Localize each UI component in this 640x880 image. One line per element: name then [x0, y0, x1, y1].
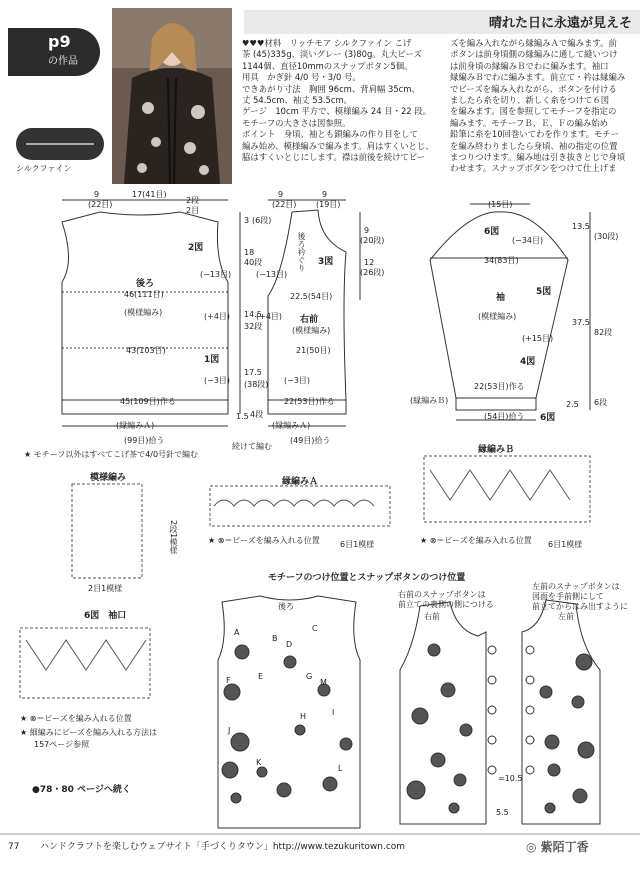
motif-letter-m: M — [320, 678, 327, 687]
text-line: 脇はすくいとじにします。襟は前後を続けてビー — [242, 152, 426, 163]
front-d-12-sub: (26段) — [360, 268, 385, 277]
motif-letter-b: B — [272, 634, 278, 643]
edge-b-foot: 6目1模様 — [548, 540, 583, 549]
back-d-14-5-sub: 32段 — [244, 322, 263, 331]
left-front-note-3: 前立てからはみ出すように — [532, 602, 628, 611]
pattern-number-sub: の作品 — [48, 56, 78, 67]
motif-letter-g: G — [306, 672, 313, 681]
article-heading: 晴れた日に永遠が見えそ — [488, 16, 632, 31]
back-d-17-5: 17.5 — [244, 368, 262, 377]
page-number: 77 — [8, 842, 20, 852]
sleeve-border-label: (縁編みＢ) — [410, 396, 449, 405]
motif-right-front-label: 右前 — [424, 612, 440, 621]
motif-left-front-label: 左前 — [558, 612, 574, 621]
sleeve-d-13-5: 13.5 — [572, 222, 590, 231]
text-line: まつりつけます。編み地は引き抜きとじで身頃 — [450, 152, 626, 163]
back-inc: (+4目) — [204, 312, 231, 321]
edge-a-title: 縁編みＡ — [282, 477, 319, 487]
fig6-note1: ★ ⊗＝ビーズを編み入れる位置 — [20, 714, 132, 723]
back-d-17-5-sub: (38段) — [244, 380, 269, 389]
front-pattern: (模様編み) — [292, 326, 331, 335]
back-neck-stitches: 2目 — [186, 206, 200, 215]
back-border-label: (縁編みＡ) — [116, 421, 155, 430]
text-line: でビーズを編み入れながら、ボタンを付ける — [450, 83, 617, 94]
text-line: 鉛筆に糸を10回巻いてわを作ります。モチー — [450, 129, 620, 140]
front-dec-13: (−13目) — [256, 270, 288, 279]
front-d-9-sub: (20段) — [360, 236, 385, 245]
left-front-note-2: 図面を手前側にして — [532, 592, 604, 601]
edge-b-note: ★ ⊗＝ビーズを編み入れる位置 — [420, 536, 532, 545]
back-top-shoulder: 9 — [94, 190, 100, 199]
left-front-note-1: 左前のスナップボタンは — [532, 582, 620, 591]
back-d-top-sub: (6段) — [252, 216, 272, 225]
back-label: 後ろ — [136, 279, 155, 289]
sleeve-inc: (+15目) — [522, 334, 554, 343]
text-line: モチーフの大きさは図参照。 — [242, 117, 351, 128]
back-top-shoulder-sub: (22目) — [88, 200, 113, 209]
sleeve-top: (15目) — [488, 200, 513, 209]
front-border-label: (縁編みＡ) — [272, 421, 311, 430]
back-pattern: (模様編み) — [124, 308, 163, 317]
edge-a-foot: 6目1模様 — [340, 540, 375, 549]
text-line: できあがり寸法 胸囲 96cm、背肩幅 35cm、 — [242, 83, 420, 94]
sleeve-pickup: (54目)拾う — [484, 412, 525, 421]
right-front-note-1: 右前のスナップボタンは — [398, 590, 486, 599]
text-line: 編みます。モチーフＢ、Ｅ、Ｆの編み始め — [450, 117, 609, 128]
yarn-caption: シルクファイン — [16, 164, 72, 173]
text-line: ズを編み入れながら縁編みＡで編みます。前 — [450, 38, 617, 48]
front-width-22-5: 22.5(54目) — [290, 292, 333, 301]
text-line: 縁編みＢでわに編みます。前立て・衿は縁編み — [450, 72, 626, 83]
fig6-note3: 157ページ参照 — [34, 740, 90, 749]
motif-letter-j: J — [228, 726, 231, 735]
front-width-21: 21(50目) — [296, 346, 331, 355]
motif-letter-c: C — [312, 624, 318, 633]
back-d-top: 3 — [244, 216, 250, 225]
sleeve-fig5: 5図 — [536, 287, 552, 297]
motif-letter-e: E — [258, 672, 264, 681]
text-line: を編み終わりましたら身頃、袖の指定の位置 — [450, 140, 618, 151]
motif-letter-a: A — [234, 628, 240, 637]
pattern-number: p9 — [48, 32, 71, 51]
sleeve-width-34: 34(83目) — [484, 256, 519, 265]
front-pickup: (49目)拾う — [290, 436, 331, 445]
text-line: ゲージ 10cm 平方で、模様編み 24 目・22 段。 — [242, 106, 432, 117]
front-d-12: 12 — [364, 258, 375, 267]
motif-section-title: モチーフのつけ位置とスナップボタンのつけ位置 — [268, 573, 466, 583]
back-neck-width: 17(41目) — [132, 190, 167, 199]
front-label: 右前 — [300, 315, 319, 325]
back-d-bottom-sub: 4段 — [250, 410, 264, 419]
back-d-14-5: 14.5 — [244, 310, 262, 319]
fig6-title: 6図 袖口 — [84, 611, 127, 621]
front-top: 9 — [278, 190, 284, 199]
continue-note: ●78・80 ページへ続く — [32, 785, 131, 795]
motif-back-label: 後ろ — [278, 602, 294, 611]
back-width-46: 46(111目) — [124, 290, 164, 299]
text-line: 丈 54.5cm、袖丈 53.5cm。 — [242, 95, 353, 106]
snap-spacing: =10.5 — [498, 774, 523, 783]
back-neck-rows: 2段 — [186, 196, 200, 205]
footer-text: ハンドクラフトを楽しむウェブサイト「手づくりタウン」http://www.tezukuritown.com — [40, 842, 406, 852]
right-front-note-2: 前立ての裏側の側につける — [398, 600, 494, 609]
sleeve-label: 袖 — [496, 293, 506, 303]
motif-letter-i: I — [332, 708, 335, 717]
sleeve-border — [456, 398, 536, 410]
front-fig3: 3図 — [318, 257, 334, 267]
pattern-stitch-title: 模様編み — [90, 473, 127, 483]
motif-letter-d: D — [286, 640, 293, 649]
edge-a-note: ★ ⊗＝ビーズを編み入れる位置 — [208, 536, 320, 545]
text-line: わせます。スナップボタンをつけて仕上げま — [450, 163, 617, 174]
sleeve-d-13-5-sub: (30段) — [594, 232, 619, 241]
watermark-text: 紫陌丁香 — [540, 840, 589, 854]
front-top2: 9 — [322, 190, 328, 199]
sleeve-d-37-5-sub: 82段 — [594, 328, 613, 337]
pattern-stitch-foot: 2目1模様 — [88, 584, 123, 593]
sleeve-outline — [430, 212, 568, 398]
sleeve-fig4: 4図 — [520, 357, 536, 367]
front-top2-sub: (19目) — [316, 200, 341, 209]
chat-icon: ◎ — [526, 840, 541, 854]
front-cast-on: 22(53目)作る — [284, 397, 335, 406]
front-d-9: 9 — [364, 226, 370, 235]
sleeve-cast-on: 22(53目)作る — [474, 382, 525, 391]
sleeve-d-2-5: 2.5 — [566, 400, 579, 409]
text-line: ♥♥♥材料 リッチモア シルクファイン こげ — [242, 38, 412, 48]
sleeve-top-dec: (−34目) — [512, 236, 544, 245]
text-line: ましたら糸を切り、新しく糸をつけて６図 — [450, 95, 610, 106]
sleeve-fig6b: 6図 — [540, 413, 556, 423]
text-line: は前身頃の縁編みＢでわに編みます。袖口 — [450, 60, 609, 71]
front-inc: (+4目) — [256, 312, 283, 321]
sleeve-d-37-5: 37.5 — [572, 318, 590, 327]
edge-b-title: 縁編みＢ — [478, 445, 515, 455]
back-d-18: 18 — [244, 248, 255, 257]
back-fig2: 2図 — [188, 243, 204, 253]
back-d-bottom: 1.5 — [236, 412, 249, 421]
text-line: 編み始め、模様編みで編みます。肩はすくいとじ、 — [242, 140, 434, 151]
text-line: ボタンは前身頃側の縁編みに通して縫いつけ — [450, 49, 618, 60]
back-cast-on: 45(109目)作る — [120, 397, 176, 406]
back-pickup: (99目)拾う — [124, 436, 165, 445]
back-dec-3: (−3目) — [204, 376, 231, 385]
motif-letter-f: F — [226, 676, 231, 685]
motif-letter-k: K — [256, 758, 262, 767]
pattern-stitch-note: 2段1模様 — [169, 520, 178, 555]
sleeve-fig6: 6図 — [484, 227, 500, 237]
front-neck-note: 後ろ衿ぐり — [297, 232, 306, 272]
back-d-18-sub: 40段 — [244, 258, 263, 267]
back-armhole-dec: (−13目) — [200, 270, 232, 279]
text-line: 茶 (45)335g、淡いグレー (3)80g。丸大ビーズ — [242, 49, 422, 60]
front-top-sub: (22目) — [272, 200, 297, 209]
back-fig1: 1図 — [204, 355, 220, 365]
motif-letter-l: L — [338, 764, 343, 773]
back-width-43: 43(103目) — [126, 346, 166, 355]
back-note: ★ モチーフ以外はすべてこげ茶で4/0号針で編む — [24, 450, 199, 459]
watermark — [526, 838, 589, 855]
text-line: 1144個、直径10mmのスナップボタン5個。 — [242, 60, 413, 71]
sleeve-pattern: (模様編み) — [478, 312, 517, 321]
front-outline — [268, 210, 346, 400]
snap-edge: 5.5 — [496, 808, 509, 817]
text-line: を編みます。図を参照してモチーフを指定の — [450, 106, 617, 117]
text-line: ポイント 身頃、袖とも鎖編みの作り目をして — [242, 129, 418, 140]
motif-letter-h: H — [300, 712, 307, 721]
sleeve-d-2-5-sub: 6段 — [594, 398, 608, 407]
front-dec-3: (−3目) — [284, 376, 311, 385]
join-note: 続けて編む — [232, 442, 272, 451]
fig6-note2: ★ 細編みにビーズを編み入れる方法は — [20, 728, 157, 737]
text-line: 用具 かぎ針 4/0 号・3/0 号。 — [242, 72, 361, 83]
